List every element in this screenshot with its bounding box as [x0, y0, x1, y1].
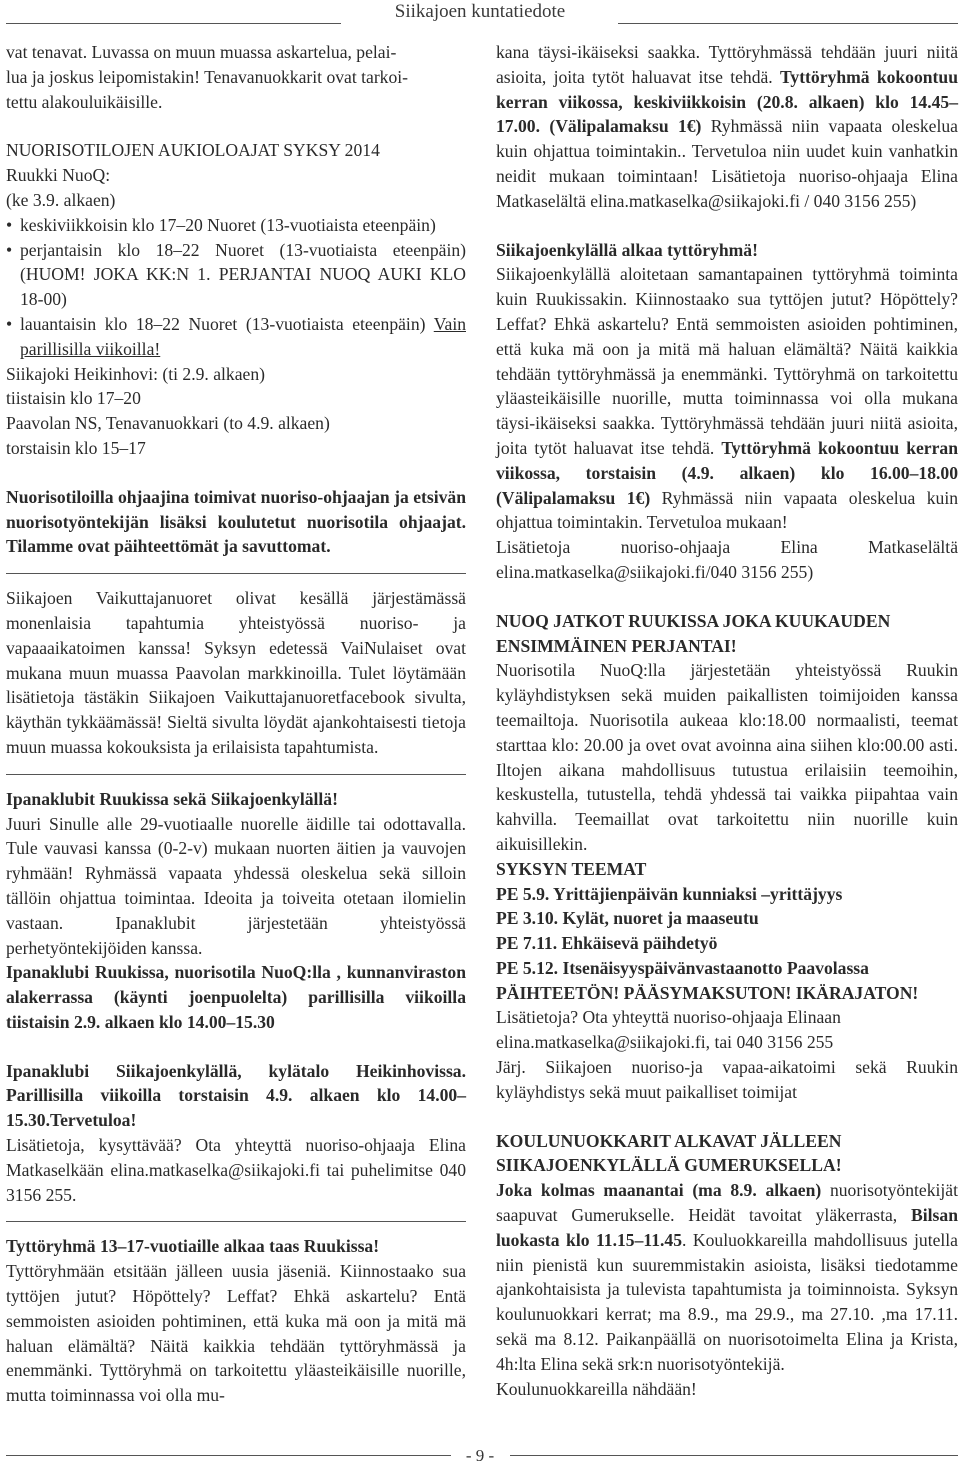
nuoq-body: Nuorisotila NuoQ:lla järjestetään yhteistyössä Ruukin kyläyhdistyksen sekä muiden paikallisten toimijoiden kanssa teemailtoja. Nuorisotila aukeaa klo:18.00 normaalisti, teemat starttaa klo: 20.00 ja ovet ovat avoinna aina siihen klo:00.00 asti. Iltojen aikana mahdollisuus tutustua erilaisiin teemoihin, keskustella, tutustella, tehdä yhdessä tai vaikka piipahtaa vain kahvilla. Teemaillat ovat tarkoitettu niin nuorille kuin aikuisillekin. — [496, 660, 958, 854]
paavola-hours: torstaisin klo 15–17 — [6, 437, 146, 458]
paavola-heading: Paavolan NS, Tenavanuokkari (to 4.9. alkaen) — [6, 413, 330, 434]
tyttoryhma-continued — [496, 40, 958, 214]
heikinhovi-hours: tiistaisin klo 17–20 — [6, 388, 141, 409]
divider — [6, 573, 466, 574]
divider — [6, 1221, 466, 1222]
page-number: - 9 - — [465, 1446, 495, 1465]
footer-rule-right — [510, 1455, 958, 1456]
themes-contact: Lisätietoja? Ota yhteyttä nuoriso-ohjaaja Elinaan elina.matkaselka@siikajoki.fi, tai 040 3156 255 — [496, 1007, 841, 1053]
themes-slogan: PÄIHTEETÖN! PÄÄSYMAKSUTON! IKÄRAJATON! — [496, 982, 919, 1003]
siikajoenkyla-tail: Ryhmässä niin vapaata oleskelua kuin ohjattua toimintakin. Tervetuloa mukaan! — [496, 487, 959, 533]
vaikuttajanuoret-lead: Siikajoen Vaikuttajanuoret — [6, 588, 213, 609]
koulunuokkarit-closing: Koulunuokkareilla nähdään! — [496, 1378, 697, 1399]
siikajoenkyla-contact: Lisätietoja nuoriso-ohjaaja Elina Matkaselältä elina.matkaselka@siikajoki.fi/040 3156 255) — [496, 537, 958, 582]
intro-line: tettu alakouluikäisille. — [6, 91, 163, 112]
list-item-text: lauantaisin klo 18–22 Nuoret (13-vuotiaista eteenpäin) — [20, 313, 434, 334]
nuoq-heading: NUOQ JATKOT RUUKISSA JOKA KUUKAUDEN ENSIMMÄINEN PERJANTAI! — [496, 610, 891, 656]
tyttoryhma-schedule: Tyttöryhmä kokoontuu kerran viikossa, keskiviikkoisin (20.8. alkaen) klo 14.45–17.00. (Välipalamaksu 1€) — [496, 66, 958, 137]
ipanaklubi-contact: Lisätietoja, kysyttävää? Ota yhteyttä nuoriso-ohjaaja Elina Matkaselkään elina.matkaselka@siikajoki.fi tai puhelimitse 040 3156 255. — [6, 1135, 466, 1205]
tyttoryhma-body: Tyttöryhmään etsitään jälleen uusia jäseniä. Kiinnostaako sua tyttöjen jutut? Höpöttely? Leffat? Ehkä askartelu? Entä semmoisten asioiden pohtiminen, että kuka mä oon ja mitä mä haluan elämältä? Näitä kaikkia tehdään tyttöryhmässä ja enemmänki. Tyttöryhmä on tarkoitettu yläasteikäisille nuorille, mutta toiminnassa voi olla mu- — [6, 1261, 466, 1406]
theme-item: PE 3.10. Kylät, nuoret ja maaseutu — [496, 908, 759, 929]
divider — [6, 774, 466, 775]
left-column — [6, 40, 466, 1408]
theme-item: PE 5.9. Yrittäjienpäivän kunniaksi –yrittäjyys — [496, 883, 843, 904]
intro-line: vat tenavat. Luvassa on muun muassa askartelua, pelai- — [6, 42, 397, 62]
list-item — [6, 312, 466, 362]
page-title: Siikajoen kuntatiedote — [394, 1, 566, 22]
page-header — [0, 0, 960, 26]
intro-line: lua ja joskus leipomistakin! Tenavanuokkarit ovat tarkoi- — [6, 66, 409, 87]
ruukki-hours-list — [6, 213, 466, 362]
koulunuokkarit-body — [496, 1178, 958, 1376]
tyttoryhma-cont-tail: Ryhmässä niin vapaata oleskelua kuin ohjattua toimintakin.. Tervetuloa niin uudet kuin vanhatkin neidit mukaan toimintaan! Lisätietoja nuoriso-ohjaaja Elina Matkaselältä elina.matkaselka@siikajoki.fi / 040 3156 255) — [496, 116, 958, 211]
koulunuokkarit-text: nuorisotyöntekijät saapuvat Gumerukselle. Heidät tavoitat yläkerrasta, — [496, 1180, 958, 1226]
theme-item: PE 5.12. Itsenäisyyspäivänvastaanotto Paavolassa — [496, 957, 869, 978]
staff-note: Nuorisotiloilla ohjaajina toimivat nuoriso-ohjaajan ja etsivän nuorisotyöntekijän lisäksi koulutetut nuorisotila ohjaajat. Tilamme ovat päihteettömät ja savuttomat. — [6, 486, 466, 557]
vaikuttajanuoret-body: olivat kesällä järjestämässä monenlaisia tapahtumia yhteistyössä nuoriso- ja vapaaaikatoimen kanssa! Syksyn edetessä VaiNulaiset ovat mukana muun muassa Paavolan markkinoilla. Tulet löytämään lisätietoja tästäkin Siikajoen Vaikuttajanuoretfacebook sivulta, käythän tykkäämässä! Sieltä sivulta löydät ajankohtaisesti tietoja muun muassa kokouksista ja erilaisista tapahtumista. — [6, 588, 466, 757]
siikajoenkyla-heading: Siikajoenkylällä alkaa tyttöryhmä! — [496, 239, 758, 260]
tyttoryhma-heading: Tyttöryhmä 13–17-vuotiaille alkaa taas Ruukissa! — [6, 1236, 380, 1257]
themes-organizers: Järj. Siikajoen nuoriso-ja vapaa-aikatoimi sekä Ruukin kyläyhdistys sekä muut paikalliset toimijat — [496, 1057, 958, 1102]
ruukki-heading: Ruukki NuoQ: — [6, 165, 111, 186]
header-rule-right — [618, 23, 958, 24]
siikajoenkyla-body — [496, 262, 958, 535]
koulunuokkarit-text-2: . Kouluokkareilla mahdollisuus jutella niin pienistä kun suuremmistakin asioista, lisäksi tiedotamme ajankohtaisista ja tulevista tapahtumista ja toiminnoista. Syksyn koulunuokkari kerrat; ma 8.9., ma 29.9., ma 27.10. ,ma 17.11. sekä ma 8.12. Paikanpäällä on nuorisotoimelta Elina ja Krista, 4h:lta Elina sekä srk:n nuorisotyöntekijä. — [496, 1229, 958, 1374]
theme-item: PE 7.11. Ehkäisevä päihdetyö — [496, 933, 718, 954]
even-weeks-note: Vain parillisilla viikoilla! — [20, 313, 466, 359]
footer-rule-left — [6, 1455, 451, 1456]
right-column — [496, 40, 958, 1401]
koulunuokkarit-location: Bilsan luokasta klo 11.15–11.45 — [496, 1205, 958, 1250]
ipanaklubit-heading: Ipanaklubit Ruukissa sekä Siikajoenkylällä! — [6, 788, 338, 809]
siikajoenkyla-schedule: Tyttöryhmä kokoontuu kerran viikossa, torstaisin (4.9. alkaen) klo 16.00–18.00 (Välipalamaksu 1€) — [496, 437, 958, 508]
ruukki-start-date: (ke 3.9. alkaen) — [6, 189, 116, 210]
ipanaklubi-ruukki: Ipanaklubi Ruukissa, nuorisotila NuoQ:lla , kunnanviraston alakerrassa (käynti joenpuolelta) parillisilla viikoilla tiistaisin 2.9. alkaen klo 14.00–15.30 — [6, 962, 466, 1032]
siikajoenkyla-text: Siikajoenkylällä aloitetaan samantapainen tyttöryhmä toiminta kuin Ruukissakin. Kiinnostaako sua tyttöjen jutut? Höpöttely? Leffat? Ehkä askartelu? Entä semmoisten asioiden pohtiminen, että kuka mä oon ja mitä mä haluan elämältä? Näitä kaikkia tehdään tyttöryhmässä ja enemmänki. Tyttöryhmä on tarkoitettu yläasteikäisille nuorille, mutta toiminnassa voi olla mukana täysi-ikäiseksi saakka. Tyttöryhmässä tehdään juuri niitä asioita, joita tytöt haluavat itse tehdä. — [496, 264, 958, 458]
ipanaklubit-body: Juuri Sinulle alle 29-vuotiaalle nuorelle äidille tai odottavalla. Tule vauvasi kanssa (0-2-v) mukaan nuorten äitien ja vauvojen ryhmään! Ryhmässä vapaata yhdessä oleskelua sekä silloin tällöin ohjattua toimintaa. Ideoita ja toiveita otetaan ilomielin vastaan. Ipanaklubit järjestetään yhteistyössä perhetyöntekijöiden kanssa. — [6, 813, 466, 958]
opening-hours-heading: NUORISOTILOJEN AUKIOLOAJAT SYKSY 2014 — [6, 140, 380, 161]
heikinhovi-heading: Siikajoki Heikinhovi: (ti 2.9. alkaen) — [6, 363, 265, 384]
koulunuokkarit-heading: KOULUNUOKKARIT ALKAVAT JÄLLEEN SIIKAJOENKYLÄLLÄ GUMERUKSELLA! — [496, 1130, 842, 1176]
page-footer — [0, 1444, 960, 1468]
ipanaklubi-siikajoki: Ipanaklubi Siikajoenkylällä, kylätalo Heikinhovissa. Parillisilla viikoilla torstaisin 4.9. alkaen klo 14.00–15.30.Tervetuloa! — [6, 1060, 466, 1131]
themes-heading: SYKSYN TEEMAT — [496, 858, 647, 879]
tyttoryhma-cont-text: kana täysi-ikäiseksi saakka. Tyttöryhmässä tehdään juuri niitä asioita, joita tytöt haluavat itse tehdä. — [496, 42, 958, 87]
vaikuttajanuoret-paragraph — [6, 586, 466, 760]
koulunuokkarit-date: Joka kolmas maanantai (ma 8.9. alkaen) — [496, 1180, 822, 1201]
list-item: • perjantaisin klo 18–22 Nuoret (13-vuotiaista eteenpäin) (HUOM! JOKA KK:N 1. PERJANTAI NUOQ AUKI KLO 18-00) — [6, 238, 466, 312]
list-item: • keskiviikkoisin klo 17–20 Nuoret (13-vuotiaista eteenpäin) — [6, 213, 466, 238]
